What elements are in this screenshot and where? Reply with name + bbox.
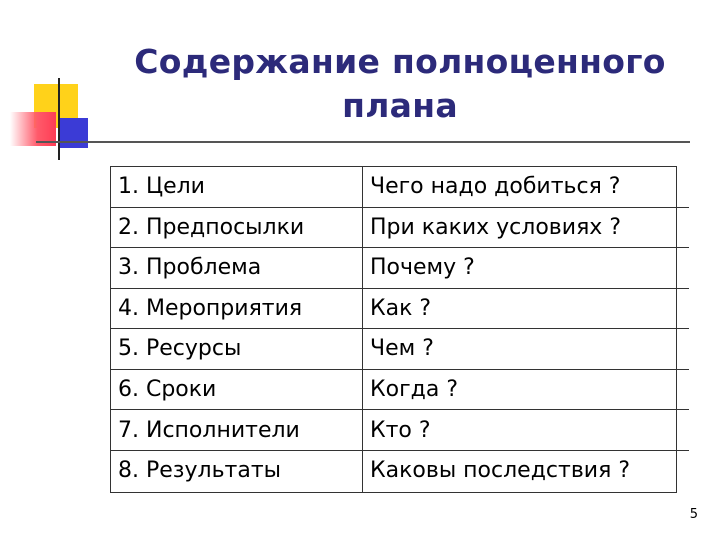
table-row-item: 8. Результаты <box>118 458 282 484</box>
table-row-divider <box>110 409 689 410</box>
table-row-item: 6. Сроки <box>118 376 217 402</box>
table-row-question: Каковы последствия ? <box>370 458 631 484</box>
table-row-question: Когда ? <box>370 376 458 402</box>
table-row-item: 5. Ресурсы <box>118 336 242 362</box>
items-column <box>111 167 363 493</box>
table-row-item: 4. Мероприятия <box>118 295 303 321</box>
table-row-question: При каких условиях ? <box>370 214 621 240</box>
decor-blue-square <box>58 118 88 148</box>
table-row-item: 7. Исполнители <box>118 417 300 443</box>
table-row-item: 1. Цели <box>118 174 205 199</box>
plan-table <box>110 166 677 493</box>
slide-title-line-1: Содержание полноценного <box>134 42 666 81</box>
slide-title <box>120 40 680 128</box>
table-row-question: Чем ? <box>370 336 434 362</box>
table-row-question: Кто ? <box>370 417 431 443</box>
page-number: 5 <box>689 507 698 522</box>
table-row-item: 3. Проблема <box>118 255 262 281</box>
table-row-divider <box>110 247 689 248</box>
slide-title-line-2: плана <box>342 86 458 125</box>
table-row-divider <box>110 207 689 208</box>
decor-vertical-line <box>58 78 60 160</box>
table-row-divider <box>110 369 689 370</box>
table-row-divider <box>110 328 689 329</box>
table-row-question: Чего надо добиться ? <box>370 174 621 199</box>
title-underline <box>36 141 690 143</box>
table-row-divider <box>110 450 689 451</box>
table-row-item: 2. Предпосылки <box>118 214 305 240</box>
table-row-question: Почему ? <box>370 255 475 281</box>
table-row-divider <box>110 288 689 289</box>
questions-column <box>363 167 677 493</box>
table-row-question: Как ? <box>370 295 432 321</box>
